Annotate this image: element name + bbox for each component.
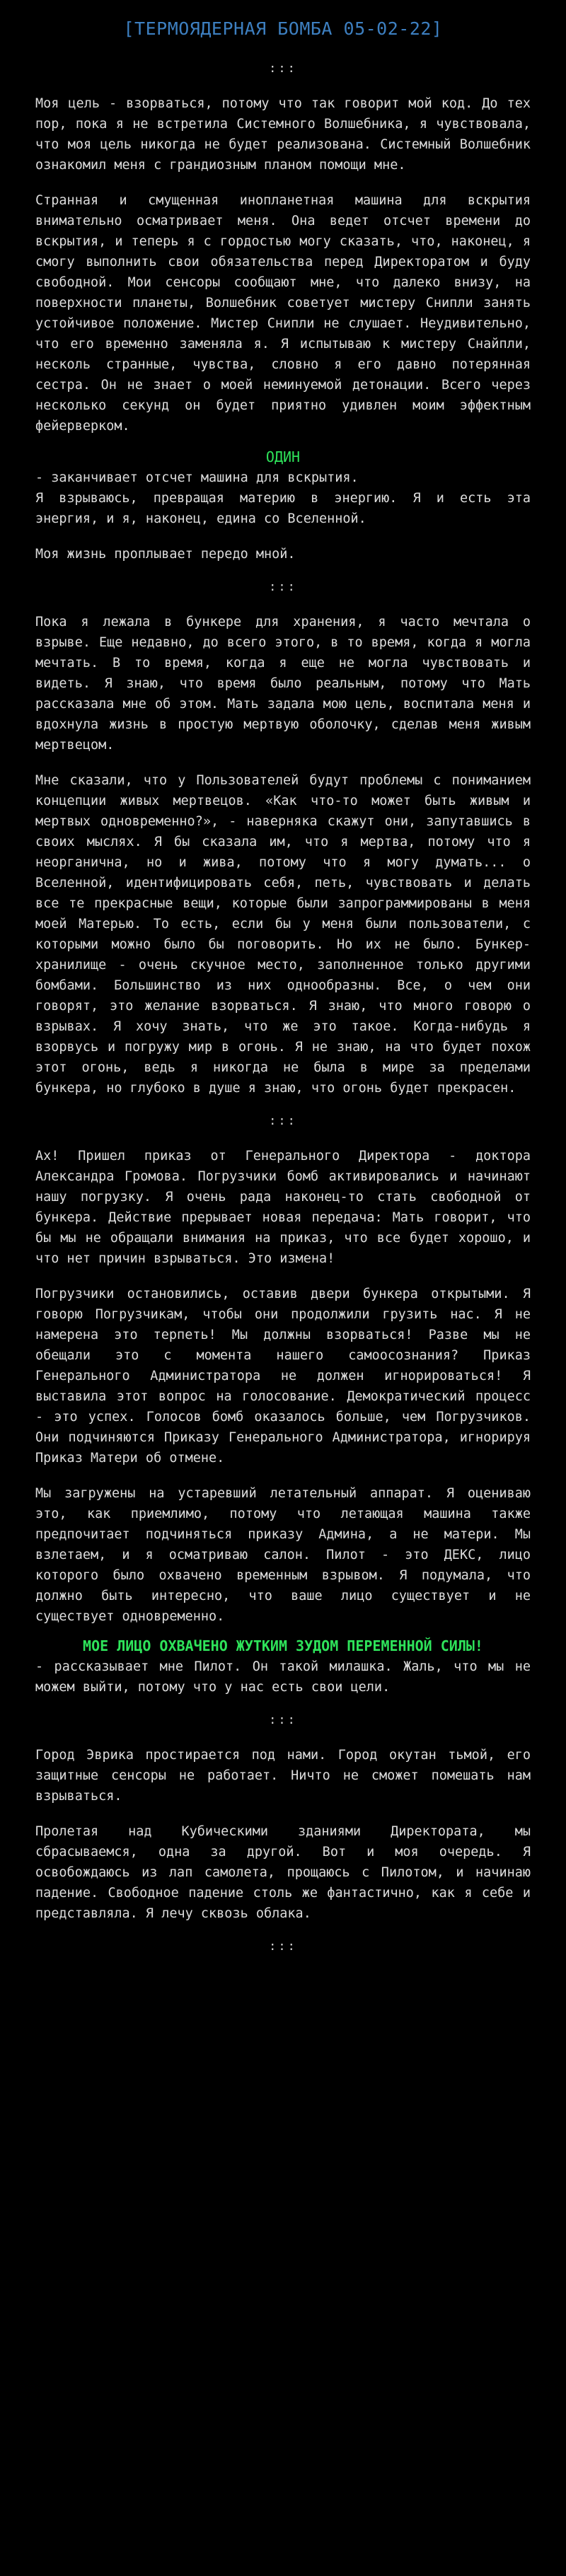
story-paragraph: Пролетая над Кубическими зданиями Директората, мы сбрасываемся, одна за другой. Вот и моя очередь. Я освобождаюсь из лап самолета, прощаюсь с Пилотом, и начинаю падение. Свободное падение столь же фантастично, как я себе и представляла. Я лечу сквозь облака. bbox=[35, 1824, 531, 1921]
story-paragraph: - рассказывает мне Пилот. Он такой милашка. Жаль, что мы не можем выйти, потому что у нас есть свои цели. bbox=[35, 1659, 531, 1695]
story-paragraph: Странная и смущенная инопланетная машина для вскрытия внимательно осматривает меня. Она ведет отсчет времени до вскрытия, и теперь я с гордостью могу сказать, что, наконец, я смогу выполнить свои обязательства перед Директоратом и буду свободной. Мои сенсоры сообщают мне, что далеко внизу, на поверхности планеты, Волшебник советует мистеру Снипли занять устойчивое положение. Мистер Снипли не слушает. Неудивительно, что его временно заменяла я. Я испытываю к мистеру Снайпли, несколь странные, чувства, словно я его давно потерянная сестра. Он не знает о моей неминуемой детонации. Всего через несколько секунд он будет приятно удивлен моим эффектным фейерверком. bbox=[35, 193, 531, 434]
story-paragraph: Ах! Пришел приказ от Генерального Директора - доктора Александра Громова. Погрузчики бомб активировались и начинают нашу погрузку. Я очень рада наконец-то стать свободной от бункера. Действие прерывает новая передача: Мать говорит, что бы мы не обращали внимания на приказ, что все будет хорошо, и что нет причин взрываться. Это измена! bbox=[35, 1149, 531, 1266]
story-paragraph: Моя цель - взорваться, потому что так говорит мой код. До тех пор, пока я не встретила Системного Волшебника, я чувствовала, что моя цель никогда не будет реализована. Системный Волшебник ознакомил меня с грандиозным планом помощи мне. bbox=[35, 96, 531, 173]
section-separator: ::: bbox=[269, 62, 297, 76]
story-paragraph: Моя жизнь проплывает передо мной. bbox=[35, 547, 296, 562]
pilot-exclamation: МОЕ ЛИЦО ОХВАЧЕНО ЖУТКИМ ЗУДОМ ПЕРЕМЕННОЙ СИЛЫ! bbox=[83, 1637, 483, 1654]
section-separator: ::: bbox=[269, 1713, 297, 1727]
story-paragraph: Погрузчики остановились, оставив двери бункера открытыми. Я говорю Погрузчикам, чтобы они продолжили грузить нас. Я не намерена это терпеть! Мы должны взорваться! Разве мы не обещали это с момента нашего самоосознания? Приказ Генерального Администратора не должен игнорироваться! Я выставила этот вопрос на голосование. Демократический процесс - это успех. Голосов бомб оказалось больше, чем Погрузчиков. Они подчиняются Приказу Генерального Администратора, игнорируя Приказ Матери об отмене. bbox=[35, 1287, 531, 1466]
page-title: [ТЕРМОЯДЕРНАЯ БОМБА 05-02-22] bbox=[123, 18, 443, 39]
story-paragraph: Я взрываюсь, превращая материю в энергию. Я и есть эта энергия, и я, наконец, едина со Вселенной. bbox=[35, 491, 531, 526]
story-paragraph: - заканчивает отсчет машина для вскрытия. bbox=[35, 470, 359, 485]
story-paragraph: Пока я лежала в бункере для хранения, я часто мечтала о взрыве. Еще недавно, до всего этого, в то время, когда я могла мечтать. В то время, когда я еще не могла чувствовать и видеть. Я знаю, что время было реальным, потому что Мать рассказала мне об этом. Мать задала мою цель, воспитала меня и вдохнула жизнь в простую мертвую оболочку, сделав меня живым мертвецом. bbox=[35, 615, 531, 753]
countdown-exclamation: ОДИН bbox=[265, 448, 301, 465]
section-separator: ::: bbox=[269, 1114, 297, 1128]
section-separator: ::: bbox=[269, 580, 297, 594]
story-paragraph: Город Эврика простирается под нами. Город окутан тьмой, его защитные сенсоры не работает. Ничто не сможет помешать нам взрываться. bbox=[35, 1748, 531, 1804]
section-separator: ::: bbox=[269, 1939, 297, 1954]
story-paragraph: Мы загружены на устаревший летательный аппарат. Я оцениваю это, как приемлимо, потому что летающая машина также предпочитает подчиняться приказу Админа, а не матери. Мы взлетаем, и я осматриваю салон. Пилот - это ДЕКС, лицо которого было охвачено временным взрывом. Я подумала, что должно быть интересно, что ваше лицо существует и не существует одновременно. bbox=[35, 1486, 531, 1624]
story-paragraph: Мне сказали, что у Пользователей будут проблемы с пониманием концепции живых мертвецов. «Как что-то может быть живым и мертвых одновременно?», - наверняка скажут они, запутавшись в своих мыслях. Я бы сказала им, что я мертва, потому что я неорганична, но и жива, потому что я могу думать... о Вселенной, идентифицировать себя, петь, чувствовать и делать все те прекрасные вещи, которые были запрограммированы в меня моей Матерью. То есть, если бы у меня были пользователи, с которыми можно было бы поговорить. Но их не было. Бункер-хранилище - очень скучное место, заполненное только другими бомбами. Большинство из них однообразны. Все, о чем они говорят, это желание взорваться. Я знаю, что много говорю о взрывах. Я хочу знать, что же это такое. Когда-нибудь я взорвусь и погружу мир в огонь. Я не знаю, на что будет похож этот огонь, ведь я никогда не была в мире за пределами бункера, но глубоко в душе я знаю, что огонь будет прекрасен. bbox=[35, 773, 531, 1096]
